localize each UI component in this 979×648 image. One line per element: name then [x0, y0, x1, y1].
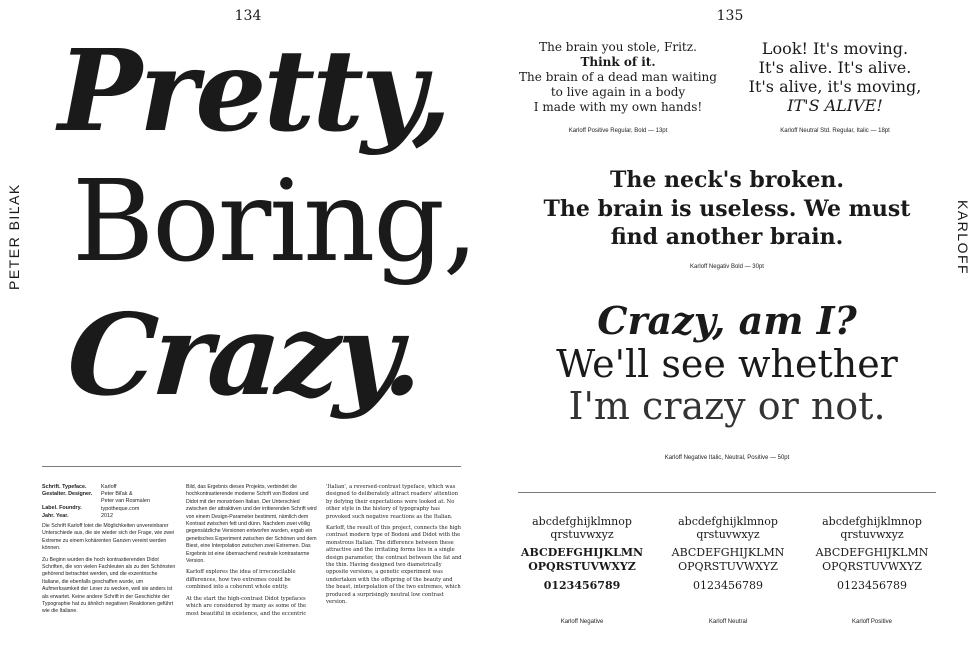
- specimen-negative: abcdefghijklmnop qrstuvwxyz ABCDEFGHIJKLMN OPQRSTUVWXYZ 0123456789: [520, 515, 644, 592]
- quote-negative-caption: Karloff Negativ Bold — 30pt: [690, 264, 764, 270]
- specimen-positive: abcdefghijklmnop qrstuvwxyz ABCDEFGHIJKLMN OPQRSTUVWXYZ 0123456789: [815, 515, 929, 592]
- meta-labels: Schrift. Typeface. Gestalter. Designer. Label. Foundry. Jahr. Year.: [42, 484, 93, 519]
- quote-neutral: Look! It's moving. It's alive. It's alive. It's alive, it's moving, IT'S ALIVE!: [748, 39, 922, 115]
- text-column-3: 'Italian', a reversed-contrast typeface, which was designed to deliberately attract readers' attention by defying their expectations were looked at. No other style in the history of typography has provoked such negative reactions as the Italian. Karloff, the result of this project, connects the high contrast modern type of Bodoni and Didot with the monstrous Italian. The difference between these attractive and the irritating forms lies in a single design parameter, the contrast between the fat and the thin. Having designed two diametrically opposite versions, a genetic experiment was undertaken with the offspring of the beauty and the beast, interpolation of the two extremes, which produced a surprisingly neutral low contrast version.: [326, 484, 462, 606]
- quote-positive: The brain you stole, Fritz. Think of it. The brain of a dead man waiting to live again in a body I made with my own hands!: [519, 40, 717, 114]
- meta-values: Karloff Peter Biľak & Peter van Rosmalen typotheque.com 2012: [101, 484, 150, 519]
- headline-crazy: Crazy.: [63, 290, 425, 421]
- divider-right: [518, 492, 936, 493]
- text-column-1: Die Schrift Karloff lotet die Möglichkeiten unvereinbarer Unterschiede aus, die sie wieder sich der Frage, wie zwei Extreme zu einem kohärenten Ganzen vereint werden können. Zu Beginn wurden die hoch kontrastierenden Didot Schriften, die von vielen Fachleuten als zu den Schönsten gehörend betrachtet werden, und die exzentrische Italiane, die ebenfalls geschaffen wurde, um Aufmerksamkeit der Leser zu wecken, weil sie anders ist als erwartet. Keine andere Schrift in der Geschichte der Typographie hat zu ähnlich negativen Reaktionen geführt wie die Italiane.: [42, 523, 176, 615]
- page-number-left: 134: [234, 8, 262, 24]
- specimen-negative-caption: Karloff Negative: [560, 619, 604, 625]
- quote-crazy-caption: Karloff Negative Italic, Neutral, Positive — 50pt: [664, 455, 790, 461]
- specimen-neutral-caption: Karloff Neutral: [708, 619, 748, 625]
- headline-boring: Boring,: [72, 157, 477, 287]
- text-column-2: Bild, das Ergebnis dieses Projekts, verbindet die hochkontrastierende moderne Schrift von Bodoni und Didot mit der monströsen Italian. Der Unterschied zwischen der attraktiven und der irritierenden Schrift wird von einem Design-Parameter bestimmt, nämlich dem Kontrast zwischen fett und dünn. Nachdem zwei völlig gegensätzliche Versionen entworfen wurden, ergab ein genetisches Experiment zwischen der Schönen und dem Biest, eine Interpolation zwischen zwei Extremen. Das Ergebnis ist eine überraschend neutrale kontrastarme Version. Karloff explores the idea of irreconcilable differences, how two extremes could be combined into a coherent whole entity. At the start the high-contrast Didot typefaces which are considered by many as some of the most beautiful in existence, and the eccentric: [186, 484, 317, 617]
- specimen-neutral: abcdefghijklmnop qrstuvwxyz ABCDEFGHIJKLMN OPQRSTUVWXYZ 0123456789: [671, 515, 785, 592]
- quote-neutral-caption: Karloff Neutral Std. Regular, Italic — 18pt: [780, 128, 890, 134]
- typeface-side-label: KARLOFF: [955, 200, 971, 276]
- quote-crazy: Crazy, am I? We'll see whether I'm crazy or not.: [556, 298, 898, 429]
- divider-left: [42, 466, 461, 467]
- headline-pretty: Pretty,: [58, 26, 449, 157]
- quote-negative: The neck's broken. The brain is useless. We must find another brain.: [543, 167, 911, 251]
- page-number-right: 135: [716, 8, 744, 24]
- quote-positive-caption: Karloff Positive Regular, Bold — 13pt: [568, 128, 668, 134]
- specimen-positive-caption: Karloff Positive: [852, 619, 892, 625]
- author-side-label: PETER BIĽAK: [6, 183, 22, 290]
